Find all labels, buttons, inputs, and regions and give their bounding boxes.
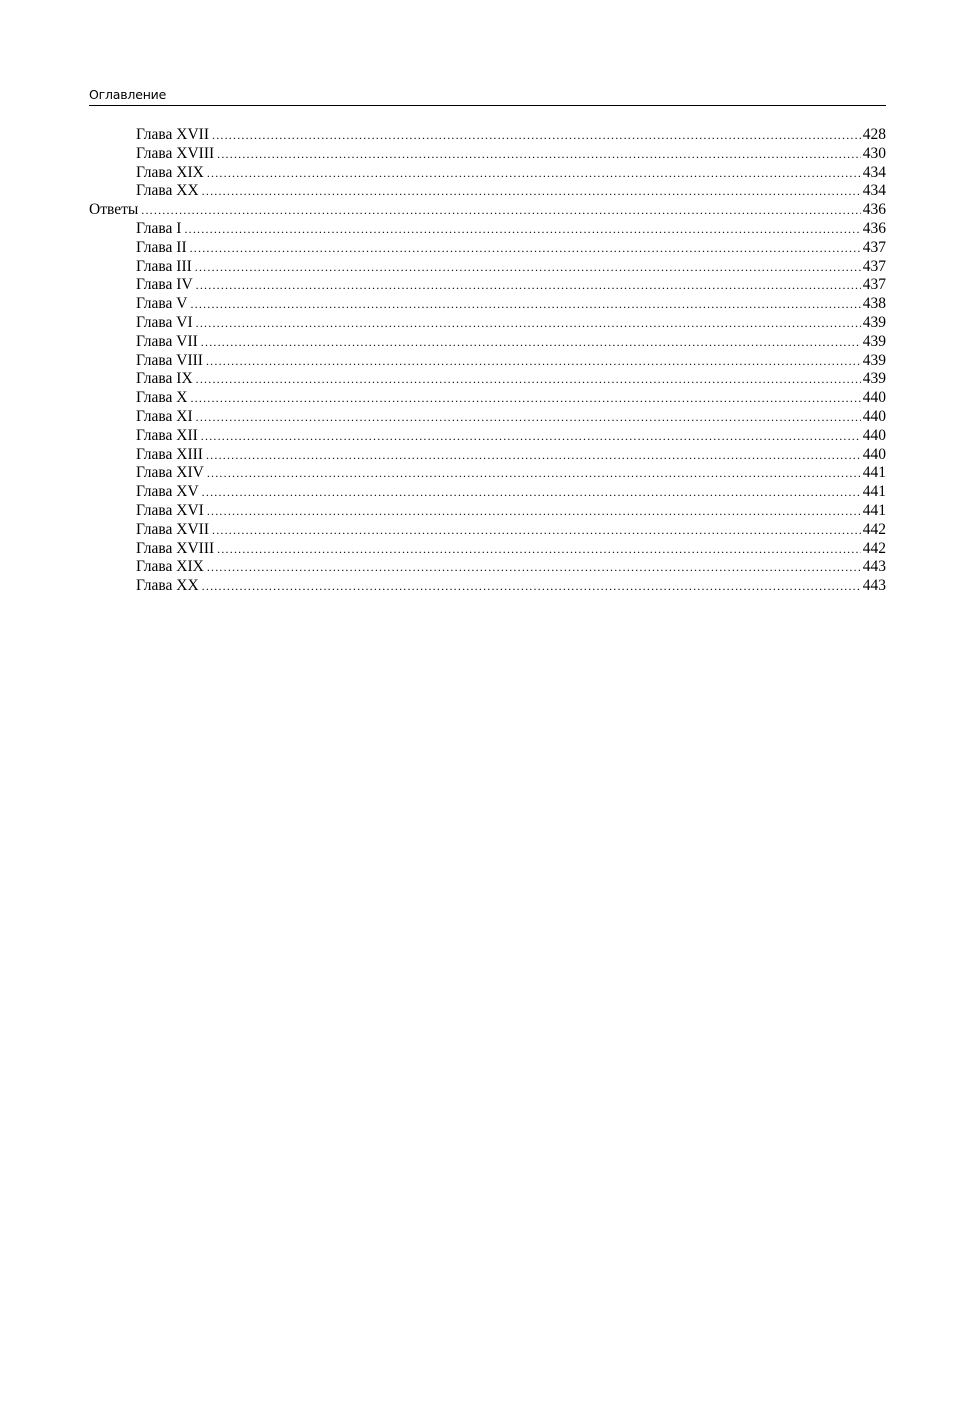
dot-leader xyxy=(141,201,860,220)
toc-entry-title: Глава VI xyxy=(136,313,193,331)
toc-entry-title: Глава XIII xyxy=(136,445,203,463)
toc-entry[interactable] xyxy=(89,182,886,201)
toc-entry-title: Глава XVII xyxy=(136,126,209,143)
toc-entry-page-number: 438 xyxy=(862,295,886,313)
toc-entry-page-number: 441 xyxy=(862,501,886,519)
toc-entry[interactable] xyxy=(89,558,886,577)
toc-entry[interactable] xyxy=(89,464,886,483)
toc-entry-page-number: 439 xyxy=(862,332,886,350)
toc-entry-title: Глава I xyxy=(136,219,182,237)
toc-entry-title: Глава XVIII xyxy=(136,144,215,162)
toc-entry[interactable] xyxy=(89,201,886,220)
dot-leader xyxy=(212,521,861,540)
toc-entry-page-number: 440 xyxy=(862,426,886,444)
toc-entry-title: Глава XVII xyxy=(136,520,209,538)
dot-leader xyxy=(202,483,861,502)
toc-entry-page-number: 428 xyxy=(862,126,886,143)
toc-entry-title: Глава XX xyxy=(136,182,199,200)
toc-entry-page-number: 436 xyxy=(862,201,886,219)
toc-entry-title: Глава XVI xyxy=(136,501,204,519)
toc-entry[interactable] xyxy=(89,483,886,502)
dot-leader xyxy=(206,352,861,371)
toc-entry-page-number: 439 xyxy=(862,351,886,369)
toc-entry-title: Глава VII xyxy=(136,332,198,350)
toc-entry[interactable] xyxy=(89,239,886,258)
toc-entry-page-number: 436 xyxy=(862,219,886,237)
toc-entry-page-number: 434 xyxy=(862,182,886,200)
toc-entry[interactable] xyxy=(89,389,886,408)
toc-entry-title: Глава XIX xyxy=(136,163,204,181)
running-header xyxy=(89,86,886,106)
toc-entry-title: Глава XIV xyxy=(136,464,204,482)
toc-entry[interactable] xyxy=(89,295,886,314)
toc-entry-page-number: 434 xyxy=(862,163,886,181)
toc-entry-title: Глава III xyxy=(136,257,192,275)
toc-entry-page-number: 437 xyxy=(862,257,886,275)
toc-entry-page-number: 440 xyxy=(862,445,886,463)
toc-entry-page-number: 439 xyxy=(862,313,886,331)
dot-leader xyxy=(207,164,861,183)
toc-entry[interactable] xyxy=(89,408,886,427)
toc-entry-page-number: 430 xyxy=(862,144,886,162)
dot-leader xyxy=(190,239,861,258)
toc-entry[interactable] xyxy=(89,333,886,352)
dot-leader xyxy=(202,182,861,201)
toc-entry-page-number: 442 xyxy=(862,520,886,538)
toc-entry-title: Глава V xyxy=(136,295,188,313)
dot-leader xyxy=(207,464,861,483)
dot-leader xyxy=(201,333,861,352)
toc-entry-title: Глава XIX xyxy=(136,558,204,576)
toc-entry-page-number: 441 xyxy=(862,483,886,501)
toc-entry[interactable] xyxy=(89,314,886,333)
toc-entry[interactable] xyxy=(89,276,886,295)
dot-leader xyxy=(195,258,861,277)
toc-entry-page-number: 443 xyxy=(862,577,886,595)
dot-leader xyxy=(201,427,861,446)
dot-leader xyxy=(207,558,861,577)
toc-entry-page-number: 442 xyxy=(862,539,886,557)
toc-entry[interactable] xyxy=(89,521,886,540)
dot-leader xyxy=(190,389,860,408)
toc-entry-page-number: 440 xyxy=(862,407,886,425)
toc-entry[interactable] xyxy=(89,126,886,145)
toc-entry[interactable] xyxy=(89,352,886,371)
toc-entry[interactable] xyxy=(89,164,886,183)
toc-entry[interactable] xyxy=(89,370,886,389)
toc-entry[interactable] xyxy=(89,502,886,521)
toc-entry[interactable] xyxy=(89,258,886,277)
toc-entry-title: Глава IV xyxy=(136,276,193,294)
dot-leader xyxy=(212,126,861,145)
dot-leader xyxy=(217,540,861,559)
dot-leader xyxy=(206,446,861,465)
dot-leader xyxy=(217,145,861,164)
toc-entry-title: Глава XV xyxy=(136,483,199,501)
toc-entry-title: Глава XVIII xyxy=(136,539,215,557)
toc-entry[interactable] xyxy=(89,427,886,446)
dot-leader xyxy=(190,295,860,314)
toc-entry-title: Глава II xyxy=(136,238,187,256)
dot-leader xyxy=(207,502,861,521)
dot-leader xyxy=(196,276,861,295)
toc-entry-title: Глава XX xyxy=(136,577,199,595)
toc-entry-page-number: 443 xyxy=(862,558,886,576)
dot-leader xyxy=(196,408,861,427)
toc-entry[interactable] xyxy=(89,220,886,239)
toc-entry-title: Глава X xyxy=(136,389,188,407)
dot-leader xyxy=(196,370,861,389)
table-of-contents xyxy=(89,126,886,596)
toc-entry-page-number: 440 xyxy=(862,389,886,407)
toc-entry[interactable] xyxy=(89,145,886,164)
toc-entry[interactable] xyxy=(89,540,886,559)
toc-entry-title: Глава VIII xyxy=(136,351,203,369)
toc-entry-title: Ответы xyxy=(89,201,139,219)
toc-entry[interactable] xyxy=(89,577,886,596)
toc-entry[interactable] xyxy=(89,446,886,465)
toc-entry-page-number: 439 xyxy=(862,370,886,388)
dot-leader xyxy=(196,314,861,333)
running-header-title: Оглавление xyxy=(89,87,167,102)
toc-entry-title: Глава XII xyxy=(136,426,198,444)
toc-entry-page-number: 437 xyxy=(862,238,886,256)
toc-entry-page-number: 441 xyxy=(862,464,886,482)
toc-entry-title: Глава XI xyxy=(136,407,193,425)
dot-leader xyxy=(202,577,861,596)
toc-entry-title: Глава IX xyxy=(136,370,193,388)
dot-leader xyxy=(184,220,860,239)
toc-entry-page-number: 437 xyxy=(862,276,886,294)
